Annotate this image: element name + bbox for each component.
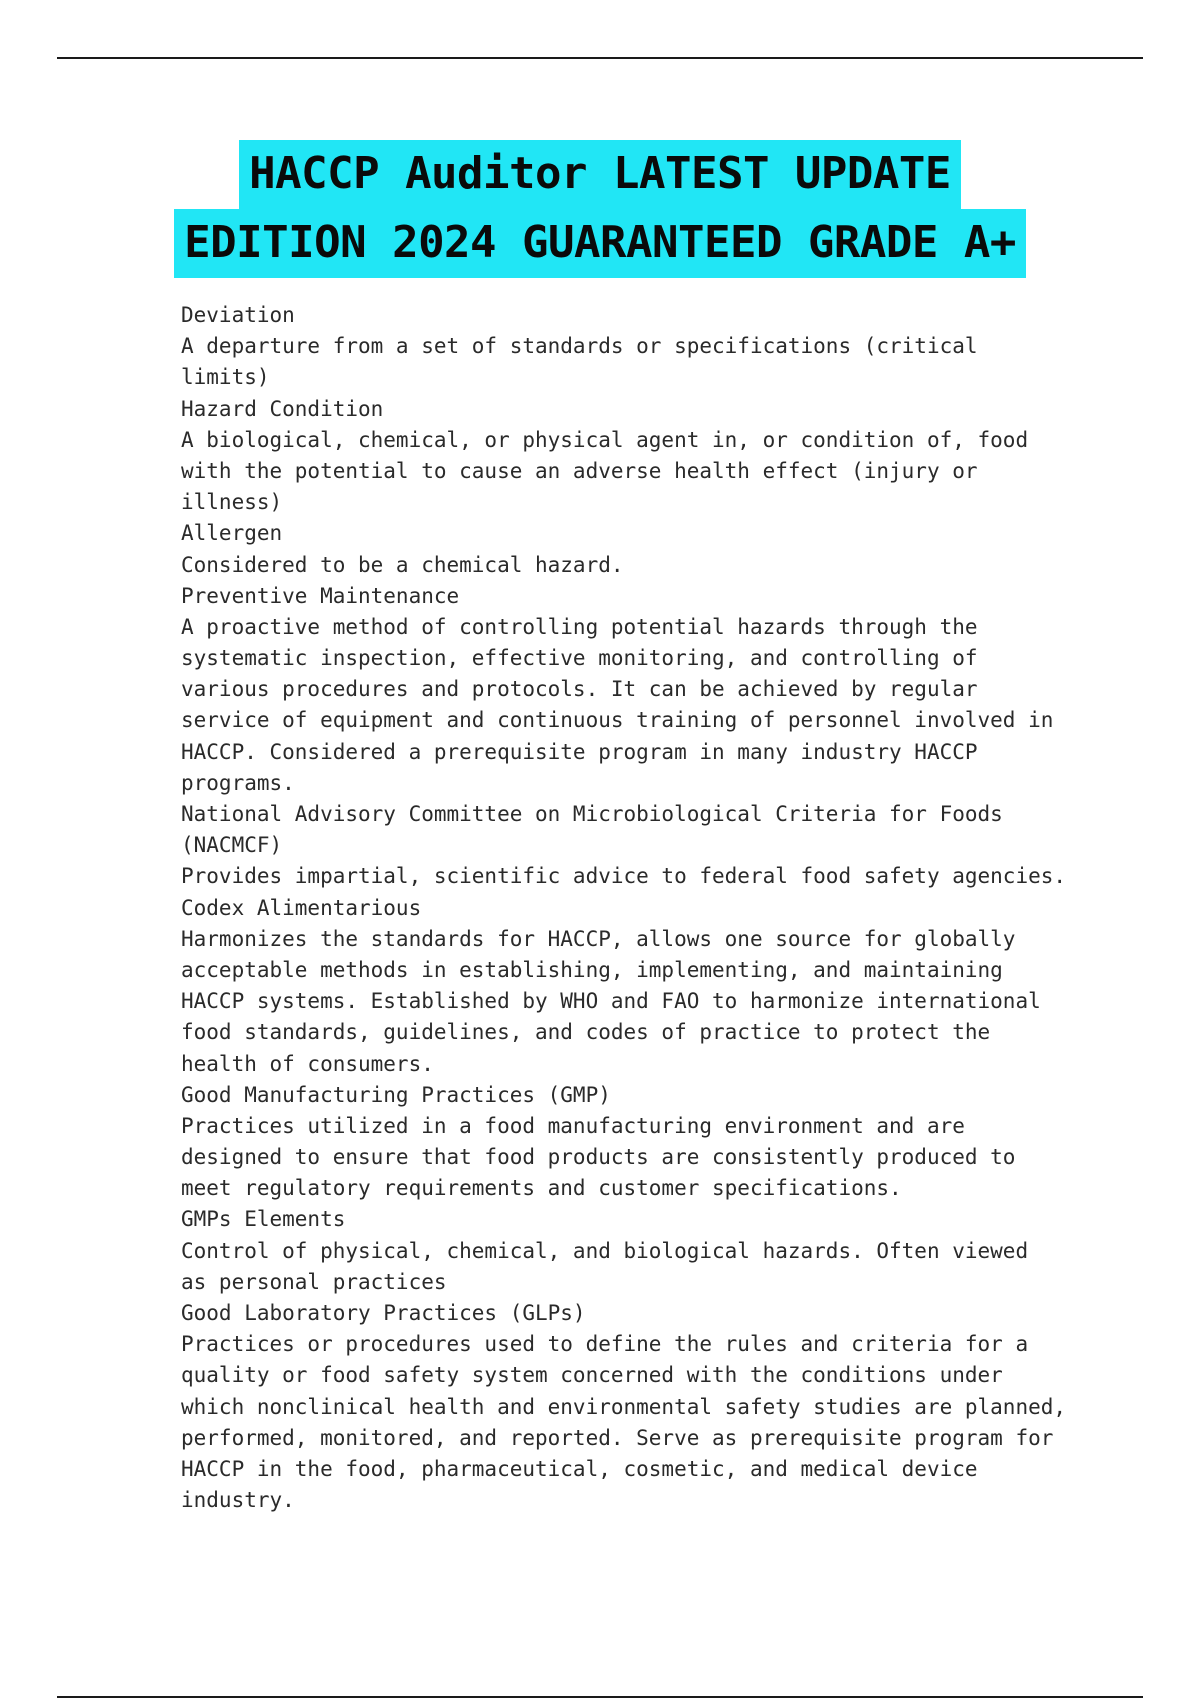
- text-line: National Advisory Committee on Microbiological Criteria for Foods: [181, 802, 1003, 826]
- text-line: Codex Alimentarious: [181, 895, 422, 920]
- text-line: HACCP systems. Established by WHO and FAO to harmonize international: [181, 989, 1041, 1014]
- text-line: Deviation: [181, 303, 295, 327]
- text-line: industry.: [181, 1488, 295, 1513]
- text-line: Good Laboratory Practices (GLPs): [181, 1301, 586, 1325]
- text-line: designed to ensure that food products are consistently produced to: [181, 1145, 1016, 1170]
- text-line: quality or food safety system concerned with the conditions under: [181, 1363, 1003, 1388]
- text-line: GMPs Elements: [181, 1207, 346, 1232]
- text-line: Preventive Maintenance: [181, 583, 460, 608]
- text-line: Considered to be a chemical hazard.: [181, 552, 624, 577]
- text-line: Control of physical, chemical, and biological hazards. Often viewed: [181, 1238, 1029, 1263]
- text-line: limits): [181, 365, 270, 390]
- text-line: programs.: [181, 770, 295, 795]
- text-line: with the potential to cause an adverse health effect (injury or: [181, 458, 978, 483]
- page-title: [0, 140, 1200, 278]
- text-line: which nonclinical health and environmental safety studies are planned,: [181, 1394, 1067, 1419]
- text-line: as personal practices: [181, 1269, 447, 1294]
- text-line: (NACMCF): [181, 833, 283, 858]
- text-line: Provides impartial, scientific advice to federal food safety agencies.: [181, 864, 1067, 889]
- document-body: [181, 300, 1067, 1516]
- text-line: performed, monitored, and reported. Serve as prerequisite program for: [181, 1425, 1054, 1450]
- text-line: service of equipment and continuous training of personnel involved in: [181, 708, 1054, 733]
- text-line: A biological, chemical, or physical agent in, or condition of, food: [181, 427, 1029, 452]
- title-line-1: HACCP Auditor LATEST UPDATE: [239, 140, 961, 209]
- top-rule: [57, 57, 1143, 59]
- title-line-2: EDITION 2024 GUARANTEED GRADE A+: [174, 209, 1026, 278]
- text-line: HACCP. Considered a prerequisite program in many industry HACCP: [181, 739, 978, 764]
- text-line: Practices or procedures used to define the rules and criteria for a: [181, 1332, 1029, 1357]
- text-line: Allergen: [181, 521, 283, 546]
- text-line: HACCP in the food, pharmaceutical, cosmetic, and medical device: [181, 1456, 978, 1481]
- text-line: food standards, guidelines, and codes of practice to protect the: [181, 1020, 991, 1045]
- text-line: health of consumers.: [181, 1051, 434, 1076]
- bottom-rule: [57, 1696, 1143, 1698]
- text-line: illness): [181, 490, 283, 515]
- text-line: A departure from a set of standards or specifications (critical: [181, 334, 978, 359]
- text-line: meet regulatory requirements and customer specifications.: [181, 1176, 902, 1201]
- text-line: Practices utilized in a food manufacturing environment and are: [181, 1113, 965, 1138]
- text-line: systematic inspection, effective monitoring, and controlling of: [181, 646, 978, 671]
- text-line: acceptable methods in establishing, implementing, and maintaining: [181, 957, 1003, 982]
- text-line: A proactive method of controlling potential hazards through the: [181, 614, 978, 639]
- text-line: Harmonizes the standards for HACCP, allows one source for globally: [181, 926, 1016, 951]
- text-line: Good Manufacturing Practices (GMP): [181, 1082, 611, 1107]
- text-line: various procedures and protocols. It can be achieved by regular: [181, 677, 978, 702]
- text-line: Hazard Condition: [181, 396, 384, 421]
